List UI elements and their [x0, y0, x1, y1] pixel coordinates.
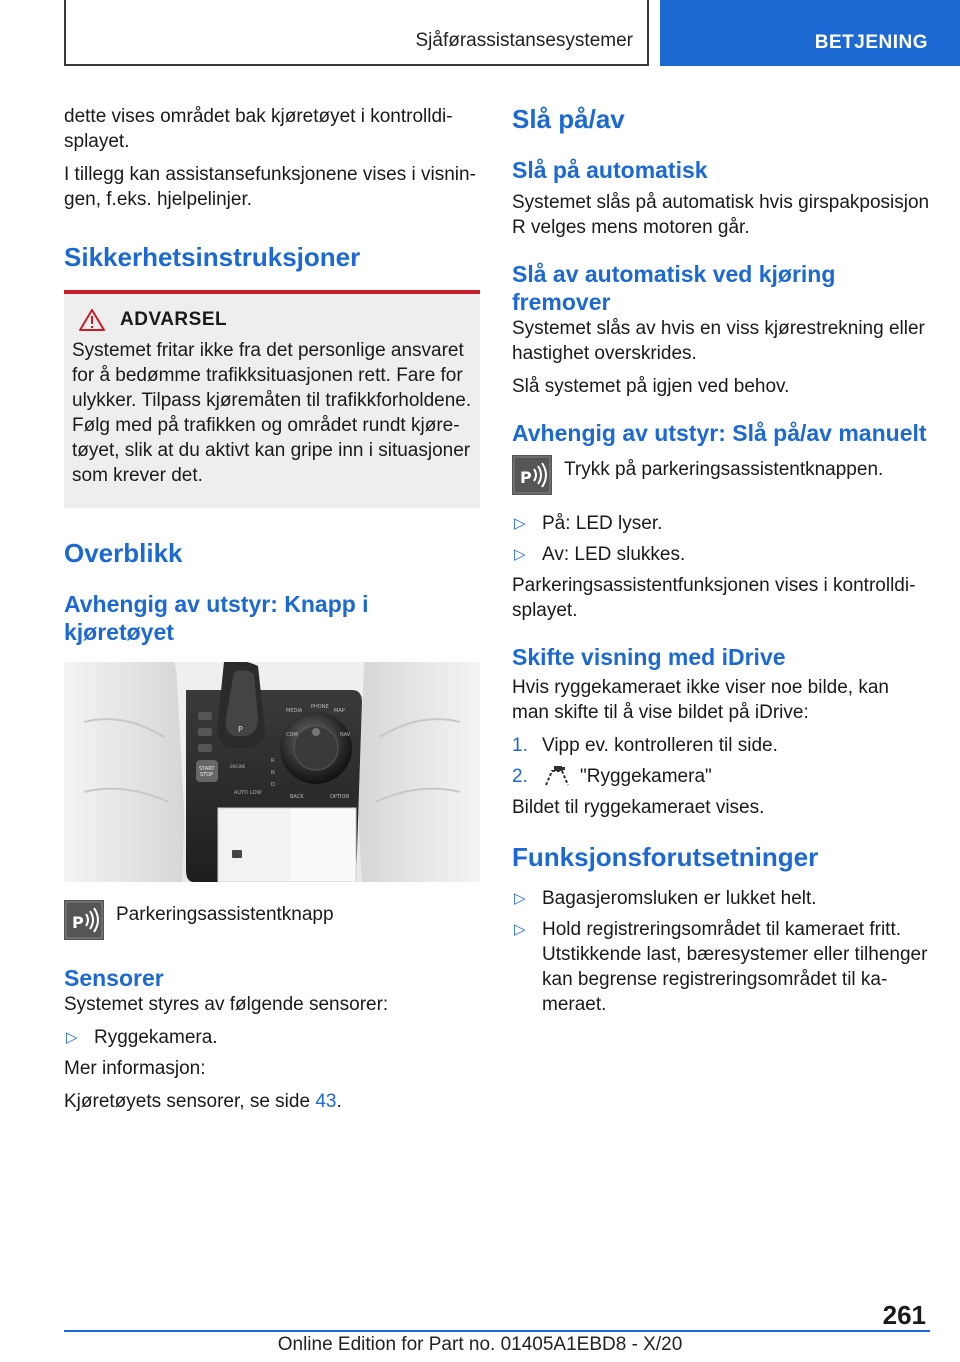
option-label: OPTION [330, 794, 350, 800]
sensors-list [64, 1025, 480, 1050]
triangle-bullet-icon: ▷ [514, 921, 526, 938]
triangle-bullet-icon: ▷ [514, 515, 526, 532]
warning-text: Systemet fritar ikke fra det personlige ansvaret for å bedømme trafikksituasjonen rett. Fare for ulykker. Tilpass kjøremåten til trafikkforholdene. Følg med på trafikken og området rundt kjøretøyet, slik at du aktivt kan gripe inn i situasjoner som krever det. [72, 340, 472, 486]
engine-label: ENGINE [230, 764, 246, 769]
auto-off-text-2: Slå systemet på igjen ved behov. [512, 376, 790, 397]
auto-off-text: Systemet slås av hvis en viss kjørestrekning eller hastighet overskrides. [512, 318, 925, 364]
list-item: ▷ Bagasjeromsluken er lukket helt. [514, 888, 817, 909]
requirements-heading: Funksjonsforutsetninger [512, 842, 819, 872]
header-chapter-title: BETJENING [814, 32, 928, 53]
gear-n-label: N [271, 770, 275, 776]
sensor-reference: Kjøretøyets sensorer, se side 43. [64, 1091, 342, 1112]
warning-box [64, 290, 480, 508]
triangle-bullet-icon: ▷ [66, 1029, 78, 1046]
rear-camera-icon [542, 765, 572, 787]
map-label: MAP [334, 708, 345, 714]
idrive-heading: Skifte visning med iDrive [512, 644, 786, 670]
footer-edition: Online Edition for Part no. 01405A1EBD8 - X/20 [277, 1334, 683, 1355]
overview-heading: Overblikk [64, 538, 183, 568]
center-console-photo [64, 662, 480, 882]
sensors-text: Systemet styres av følgende sensorer: [64, 994, 389, 1015]
safety-heading: Sikkerhetsinstruksjoner [64, 242, 361, 272]
media-label: MEDIA [286, 708, 303, 714]
gear-r-label: R [271, 758, 275, 764]
list-item: 2. "Ryggekamera" [512, 766, 712, 787]
intro-paragraph-1: dette vises området bak kjøretøyet i kontrolldisplayet. [64, 106, 453, 152]
com-label: COM [286, 732, 298, 738]
auto-on-text: Systemet slås på automatisk hvis girspakposisjon R velges mens motoren går. [512, 192, 930, 238]
list-item: ▷ Ryggekamera. [66, 1027, 218, 1048]
gear-p-label: P [238, 725, 243, 734]
photo-caption: Parkeringsassistentknapp [116, 904, 334, 925]
idrive-text: Hvis ryggekameraet ikke viser noe bilde, kan man skifte til å vise bildet på iDrive: [512, 677, 890, 723]
header-section-title: Sjåførassistansesystemer [415, 30, 633, 51]
manual-heading: Avhengig av utstyr: Slå på/av manuelt [512, 420, 927, 446]
header-chapter-tab[interactable] [660, 0, 960, 66]
display-text: Parkeringsassistentfunksjonen vises i kontrolldisplayet. [512, 575, 916, 621]
auto-on-heading: Slå på automatisk [512, 157, 708, 183]
back-label: BACK [290, 794, 304, 800]
auto-label: AUTO [234, 790, 249, 796]
warning-header [72, 308, 472, 332]
warning-triangle-icon [78, 308, 106, 332]
onoff-heading: Slå på/av [512, 104, 625, 134]
warning-title: ADVARSEL [120, 309, 228, 330]
ldw-label: LDW [250, 790, 262, 796]
more-info-label: Mer informasjon: [64, 1058, 206, 1079]
left-column [64, 104, 480, 1122]
list-item: ▷ Av: LED slukkes. [514, 544, 686, 565]
manual-text: Trykk på parkeringsassistentknappen. [564, 459, 884, 480]
start-label: START [199, 766, 215, 772]
led-list [512, 511, 930, 567]
phone-label: PHONE [311, 704, 329, 710]
parking-assistant-button-icon[interactable] [512, 455, 552, 495]
svg-text:P: P [520, 468, 532, 487]
footer-rule [64, 1330, 930, 1332]
gear-d-label: D [271, 782, 275, 788]
header-section-box [64, 0, 649, 66]
requirements-list [512, 886, 930, 1017]
stop-label: STOP [200, 772, 214, 778]
nav-label: NAV [340, 732, 351, 738]
list-item: 1. Vipp ev. kontrolleren til side. [512, 735, 778, 756]
center-console-illustration [64, 662, 480, 882]
button-heading: Avhengig av utstyr: Knapp i kjøretøyet [64, 591, 369, 645]
list-item: ▷ Hold registreringsområdet til kameraet fritt. Utstikkende last, bæresystemer eller tilhenger kan begrense registreringsområdet til kameraet. [514, 919, 928, 1015]
parking-assistant-icon[interactable] [64, 900, 104, 940]
manual-instruction-row [512, 455, 930, 495]
idrive-steps [512, 733, 930, 789]
page-reference-link[interactable]: 43 [315, 1091, 337, 1112]
photo-caption-row [64, 900, 480, 940]
right-column [512, 104, 930, 1023]
list-item: ▷ På: LED lyser. [514, 513, 663, 534]
intro-paragraph-2: I tillegg kan assistansefunksjonene vises i visningen, f.eks. hjelpelinjer. [64, 164, 476, 210]
triangle-bullet-icon: ▷ [514, 546, 526, 563]
triangle-bullet-icon: ▷ [514, 890, 526, 907]
idrive-result: Bildet til ryggekameraet vises. [512, 797, 765, 818]
auto-off-heading: Slå av automatisk ved kjøring fremover [512, 261, 836, 315]
svg-text:P: P [72, 913, 84, 932]
page-number: 261 [882, 1300, 926, 1330]
sensors-heading: Sensorer [64, 965, 164, 991]
